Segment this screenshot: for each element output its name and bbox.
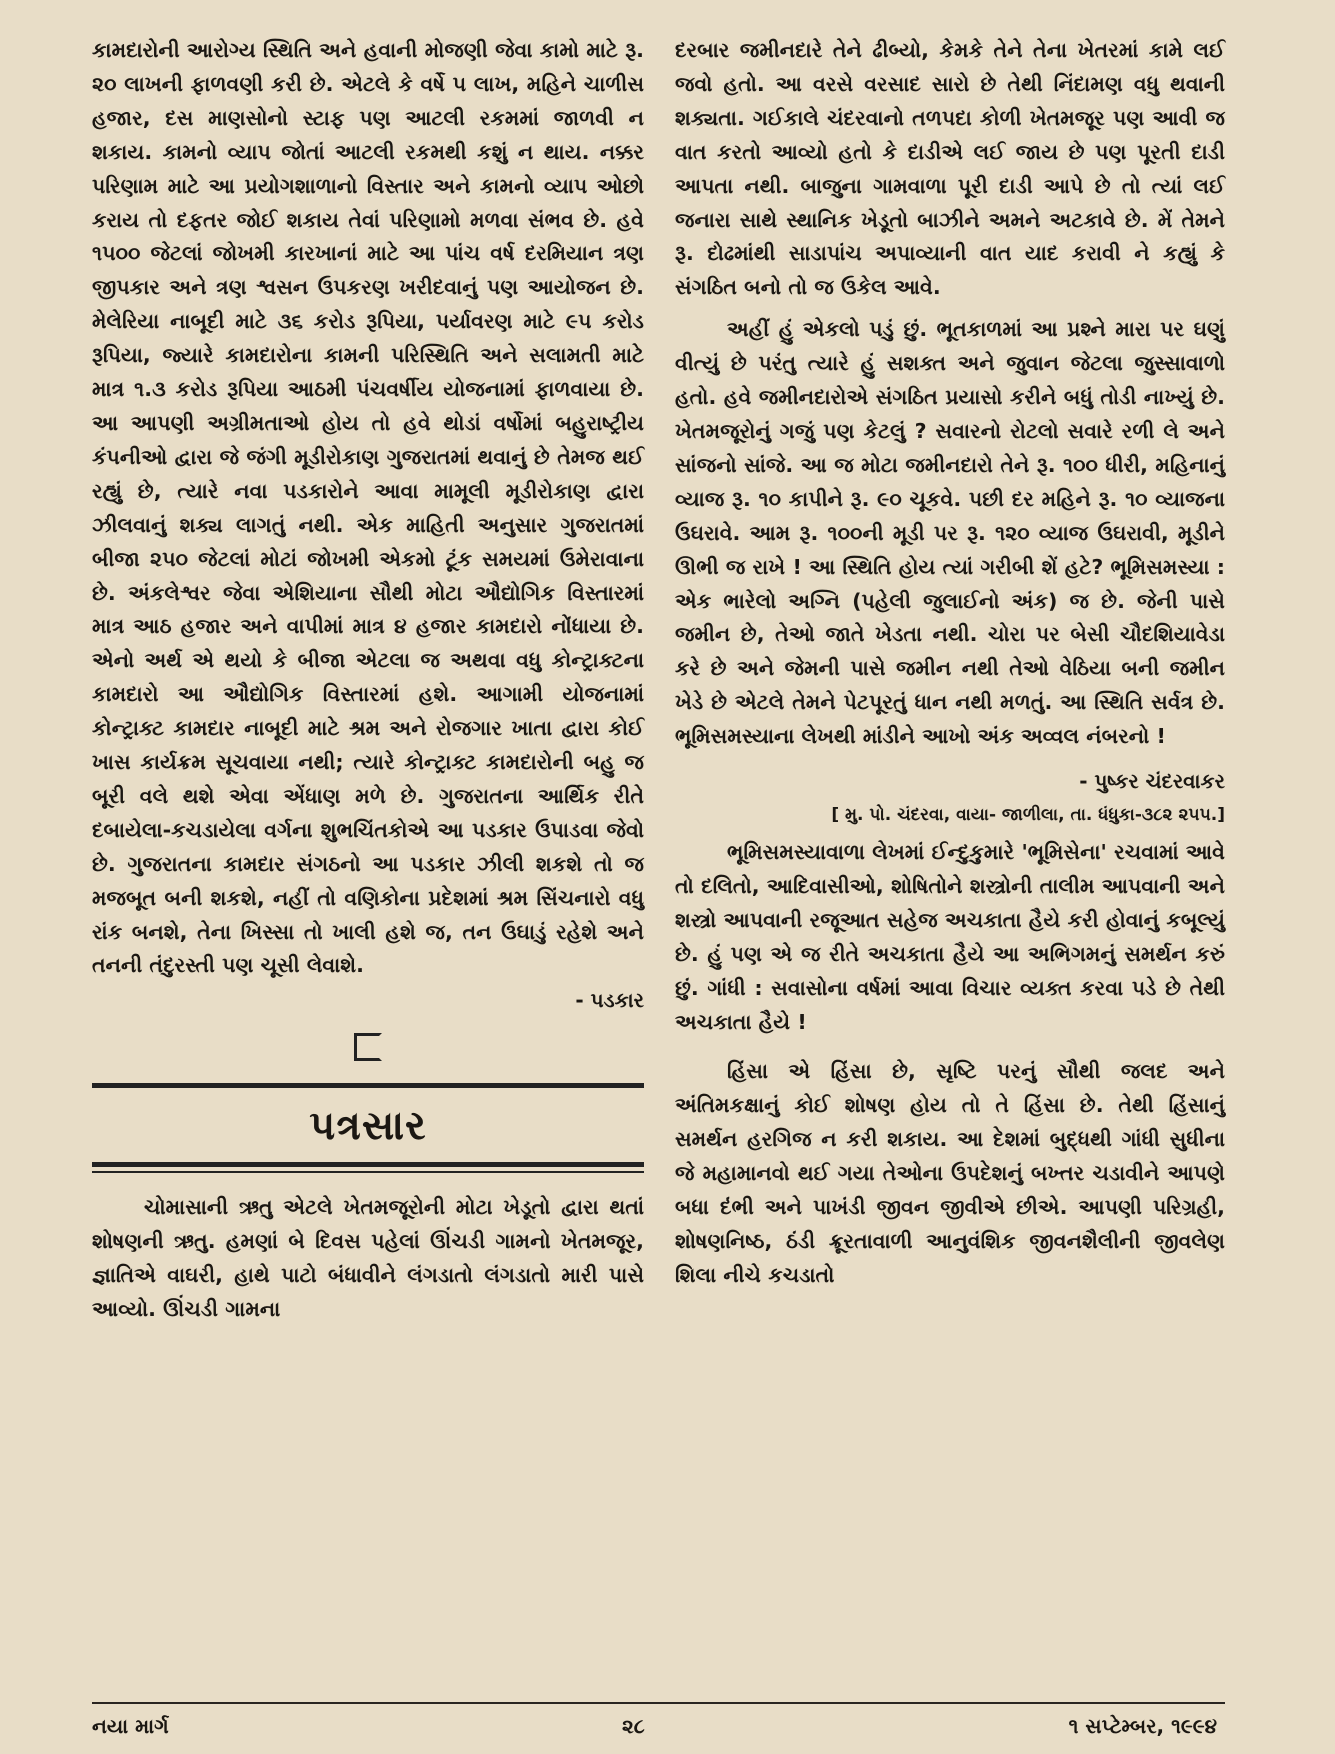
- right-paragraph-3: ભૂમિસમસ્યાવાળા લેખમાં ઈન્દુકુમારે 'ભૂમિસેના' રચવામાં આવે તો દલિતો, આદિવાસીઓ, શોષિતોને શસ્ત્રોની તાલીમ આપવાની અને શસ્ત્રો આપવાની રજૂઆત સહેજ અચકાતા હૈયે કરી હોવાનું કબૂલ્યું છે. હું પણ એ જ રીતે અચકાતા હૈયે આ અભિગમનું સમર્થન કરું છું. ગાંધી : સવાસોના વર્ષમાં આવા વિચાર વ્યક્ત કરવા પડે છે તેથી અચકાતા હૈયે !: [675, 840, 1225, 1034]
- section-title: પત્રસાર: [309, 1103, 427, 1150]
- left-column: [92, 34, 644, 1327]
- footer-page-number: ૨૮: [622, 1714, 645, 1738]
- left-signature: - પડકાર: [575, 988, 644, 1013]
- divider-bottom-rule: [92, 1162, 644, 1167]
- right-signature: - પુષ્કર ચંદરવાકર: [1079, 769, 1225, 794]
- footer-magazine-name: નયા માર્ગ: [92, 1714, 169, 1738]
- right-column: [675, 34, 1225, 1293]
- left-paragraph-2: ચોમાસાની ઋતુ એટલે ખેતમજૂરોની મોટા ખેડૂતો દ્વારા થતાં શોષણની ઋતુ. હમણાં બે દિવસ પહેલાં ઊંચડી ગામનો ખેતમજૂર, જ્ઞાતિએ વાઘરી, હાથે પાટો બંધાવીને લંગડાતો લંગડાતો મારી પાસે આવ્યો. ઊંચડી ગામના: [92, 1195, 644, 1322]
- left-paragraph-1: કામદારોની આરોગ્ય સ્થિતિ અને હવાની મોજણી જેવા કામો માટે રૂ. ૨૦ લાખની ફાળવણી કરી છે. એટલે કે વર્ષે ૫ લાખ, મહિને ચાળીસ હજાર, દસ માણસોનો સ્ટાફ પણ આટલી રકમમાં જાળવી ન શકાય. કામનો વ્યાપ જોતાં આટલી રકમથી કશું ન થાય. નક્કર પરિણામ માટે આ પ્રયોગશાળાનો વિસ્તાર અને કામનો વ્યાપ ઓછો કરાય તો દફતર જોઈ શકાય તેવાં પરિણામો મળવા સંભવ છે. હવે ૧૫૦૦ જેટલાં જોખમી કારખાનાં માટે આ પાંચ વર્ષ દરમિયાન ત્રણ જીપકાર અને ત્રણ શ્વસન ઉપકરણ ખરીદવાનું પણ આયોજન છે. મેલેરિયા નાબૂદી માટે ૩૬ કરોડ રૂપિયા, પર્યાવરણ માટે ૯૫ કરોડ રૂપિયા, જ્યારે કામદારોના કામની પરિસ્થિતિ અને સલામતી માટે માત્ર ૧.૩ કરોડ રૂપિયા આઠમી પંચવર્ષીય યોજનામાં ફાળવાયા છે. આ આપણી અગ્રીમતાઓ હોય તો હવે થોડાં વર્ષોમાં બહુરાષ્ટ્રીય કંપનીઓ દ્વારા જે જંગી મૂડીરોકાણ ગુજરાતમાં થવાનું છે તેમજ થઈ રહ્યું છે, ત્યારે નવા પડકારોને આવા મામૂલી મૂડીરોકાણ દ્વારા ઝીલવાનું શક્ય લાગતું નથી. એક માહિતી અનુસાર ગુજરાતમાં બીજા ૨૫૦ જેટલાં મોટાં જોખમી એકમો ટૂંક સમયમાં ઉમેરાવાના છે. અંકલેશ્વર જેવા એશિયાના સૌથી મોટા ઔદ્યોગિક વિસ્તારમાં માત્ર આઠ હજાર અને વાપીમાં માત્ર ૪ હજાર કામદારો નોંધાયા છે. એનો અર્થ એ થયો કે બીજા એટલા જ અથવા વધુ કોન્ટ્રાક્ટના કામદારો આ ઔદ્યોગિક વિસ્તારમાં હશે. આગામી યોજનામાં કોન્ટ્રાક્ટ કામદાર નાબૂદી માટે શ્રમ અને રોજગાર ખાતા દ્વારા કોઈ ખાસ કાર્યક્રમ સૂચવાયા નથી; ત્યારે કોન્ટ્રાક્ટ કામદારોની બહુ જ બૂરી વલે થશે એવા એંધાણ મળે છે. ગુજરાતના આર્થિક રીતે દબાયેલા-કચડાયેલા વર્ગના શુભચિંતકોએ આ પડકાર ઉપાડવા જેવો છે. ગુજરાતના કામદાર સંગઠનો આ પડકાર ઝીલી શકશે તો જ મજબૂત બની શકશે, નહીં તો વણિકોના પ્રદેશમાં શ્રમ સિંચનારો વધુ રાંક બનશે, તેના ખિસ્સા તો ખાલી હશે જ, તન ઉઘાડું રહેશે અને તનની તંદુરસ્તી પણ ચૂસી લેવાશે.: [92, 38, 644, 978]
- right-paragraph-1: દરબાર જમીનદારે તેને ઢીબ્યો, કેમકે તેને તેના ખેતરમાં કામે લઈ જવો હતો. આ વરસે વરસાદ સારો છે તેથી નિંદામણ વધુ થવાની શક્યતા. ગઈકાલે ચંદરવાનો તળપદા કોળી ખેતમજૂર પણ આવી જ વાત કરતો આવ્યો હતો કે દાડીએ લઈ જાય છે પણ પૂરતી દાડી આપતા નથી. બાજુના ગામવાળા પૂરી દાડી આપે છે તો ત્યાં લઈ જનારા સાથે સ્થાનિક ખેડૂતો બાઝીને અમને અટકાવે છે. મેં તેમને રૂ. દોઢમાંથી સાડાપાંચ અપાવ્યાની વાત યાદ કરાવી ને કહ્યું કે સંગઠિત બનો તો જ ઉકેલ આવે.: [675, 38, 1225, 300]
- footer-date: ૧ સપ્ટેમ્બર, ૧૯૯૪: [1068, 1714, 1217, 1738]
- right-paragraph-4: હિંસા એ હિંસા છે, સૃષ્ટિ પરનું સૌથી જલદ અને અંતિમકક્ષાનું કોઈ શોષણ હોય તો તે હિંસા છે. તેથી હિંસાનું સમર્થન હરગિજ ન કરી શકાય. આ દેશમાં બુદ્ધથી ગાંધી સુધીના જે મહામાનવો થઈ ગયા તેઓના ઉપદેશનું બખ્તર ચડાવીને આપણે બધા દંભી અને પાખંડી જીવન જીવીએ છીએ. આપણી પરિગ્રહી, શોષણનિષ્ઠ, ઠંડી ક્રૂરતાવાળી આનુવંશિક જીવનશૈલીની જીવલેણ શિલા નીચે કચડાતો: [675, 1059, 1225, 1287]
- author-address: [ મુ. પો. ચંદરવા, વાયા- જાળીલા, તા. ધંધુકા-૩૮૨ ૨૫૫.]: [831, 805, 1225, 826]
- right-paragraph-2: અહીં હું એકલો પડું છું. ભૂતકાળમાં આ પ્રશ્ને મારા પર ઘણું વીત્યું છે પરંતુ ત્યારે હું સશક્ત અને જુવાન જેટલા જુસ્સાવાળો હતો. હવે જમીનદારોએ સંગઠિત પ્રયાસો કરીને બધું તોડી નાખ્યું છે. ખેતમજૂરોનું ગજું પણ કેટલું ? સવારનો રોટલો સવારે રળી લે અને સાંજનો સાંજે. આ જ મોટા જમીનદારો તેને રૂ. ૧૦૦ ધીરી, મહિનાનું વ્યાજ રૂ. ૧૦ કાપીને રૂ. ૯૦ ચૂકવે. પછી દર મહિને રૂ. ૧૦ વ્યાજના ઉઘરાવે. આમ રૂ. ૧૦૦ની મૂડી પર રૂ. ૧૨૦ વ્યાજ ઉઘરાવી, મૂડીને ઊભી જ રાખે ! આ સ્થિતિ હોય ત્યાં ગરીબી શેં હટે? ભૂમિસમસ્યા : એક ભારેલો અગ્નિ (પહેલી જુલાઈનો અંક) જ છે. જેની પાસે જમીન છે, તેઓ જાતે ખેડતા નથી. ચોરા પર બેસી ચૌદશિયાવેડા કરે છે અને જેમની પાસે જમીન નથી તેઓ વેઠિયા બની જમીન ખેડે છે એટલે તેમને પેટપૂરતું ધાન નથી મળતું. આ સ્થિતિ સર્વત્ર છે. ભૂમિસમસ્યાના લેખથી માંડીને આખો અંક અવ્વલ નંબરનો !: [675, 317, 1225, 749]
- footer-rule: [92, 1702, 1225, 1704]
- section-end-marker-icon: [354, 1033, 382, 1061]
- page-footer: [0, 1714, 1335, 1744]
